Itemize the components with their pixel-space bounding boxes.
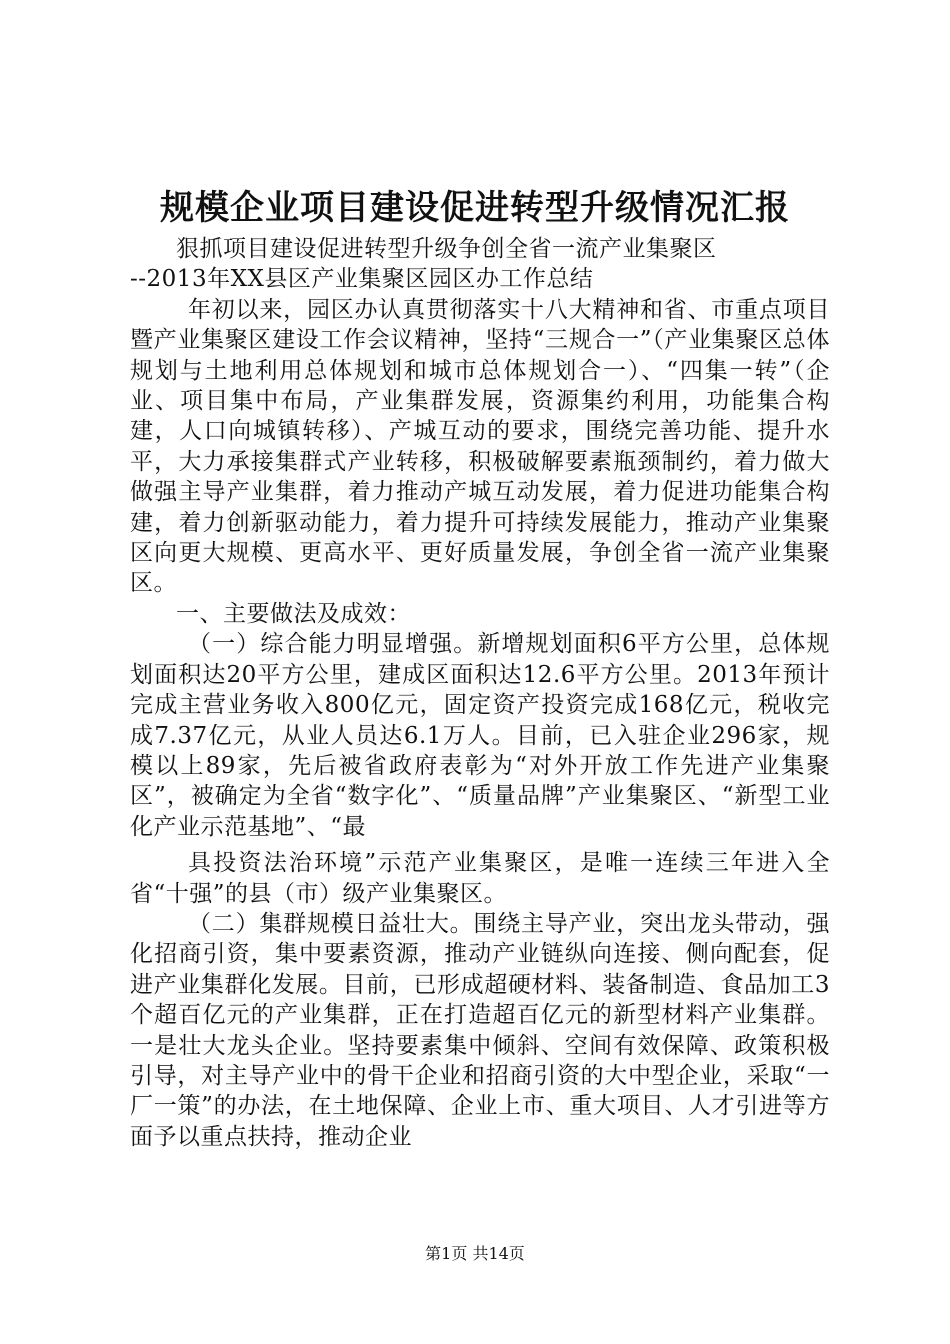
paragraph-clusters: （二）集群规模日益壮大。围绕主导产业，突出龙头带动，强化招商引资，集中要素资源，推动产业链纵向连接、侧向配套，促进产业集群化发展。目前，已形成超硬材料、装备制造、食品加工3个超百亿元的产业集群，正在打造超百亿元的新型材料产业集群。一是壮大龙头企业。坚持要素集中倾斜、空间有效保障、政策积极引导，对主导产业中的骨干企业和招商引资的大中型企业，采取“一厂一策”的办法，在土地保障、企业上市、重大项目、人才引进等方面予以重点扶持，推动企业 xyxy=(130,910,830,1150)
paragraph-capacity: （一）综合能力明显增强。新增规划面积6平方公里，总体规划面积达20平方公里，建成区面积达12.6平方公里。2013年预计完成主营业务收入800亿元，固定资产投资完成168亿元，税收完成7.37亿元，从业人员达6.1万人。目前，已入驻企业296家，规模以上89家，先后被省政府表彰为“对外开放工作先进产业集聚区”，被确定为全省“数字化”、“质量品牌”产业集聚区、“新型工业化产业示范基地”、“最 xyxy=(130,631,830,840)
paragraph-intro: 年初以来，园区办认真贯彻落实十八大精神和省、市重点项目暨产业集聚区建设工作会议精神，坚持“三规合一”（产业集聚区总体规划与土地利用总体规划和城市总体规划合一）、“四集一转”（企业、项目集中布局，产业集群发展，资源集约利用，功能集合构建，人口向城镇转移）、产城互动的要求，围绕完善功能、提升水平，大力承接集群式产业转移，积极破解要素瓶颈制约，着力做大做强主导产业集群，着力推动产城互动发展，着力促进功能集合构建，着力创新驱动能力，着力提升可持续发展能力，推动产业集聚区向更大规模、更高水平、更好质量发展，争创全省一流产业集聚区。 xyxy=(130,296,830,597)
document-title: 规模企业项目建设促进转型升级情况汇报 xyxy=(160,188,790,228)
section-heading: 一、主要做法及成效： xyxy=(176,600,411,627)
document-body xyxy=(130,234,830,1152)
subtitle-line-1: 狠抓项目建设促进转型升级争创全省一流产业集聚区 xyxy=(176,236,717,262)
subtitle-line-2: --2013年XX县区产业集聚区园区办工作总结 xyxy=(130,266,594,293)
page-number-footer: 第1页 共14页 xyxy=(425,1244,525,1263)
paragraph-capacity-continued: 具投资法治环境”示范产业集聚区，是唯一连续三年进入全省“十强”的县（市）级产业集聚区。 xyxy=(130,850,830,907)
